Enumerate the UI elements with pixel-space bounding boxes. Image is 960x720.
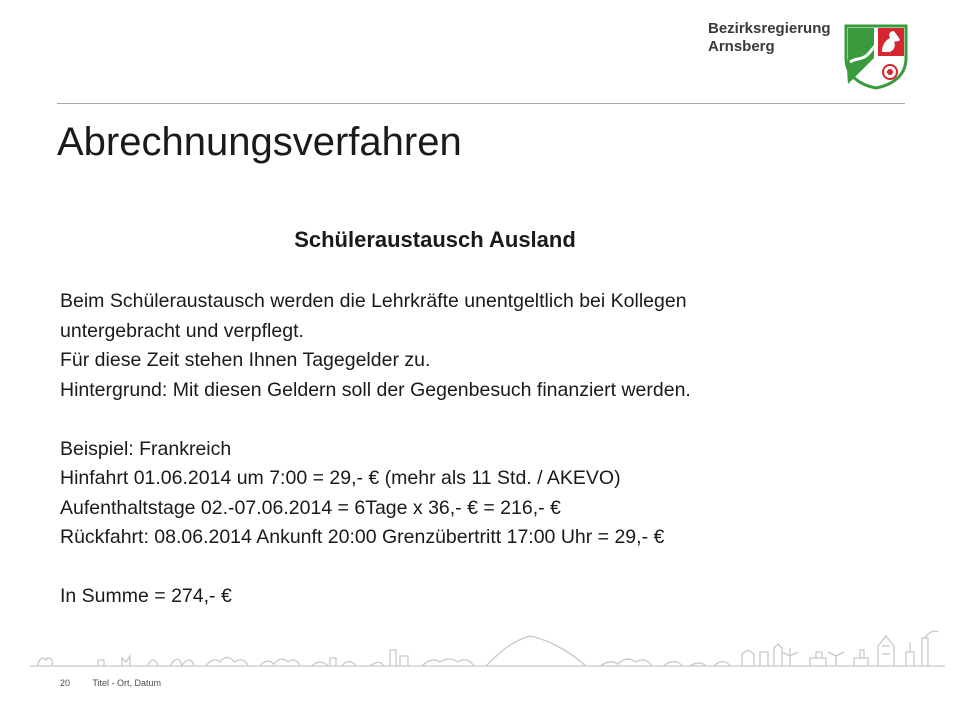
organization-name-line2: Arnsberg: [708, 38, 775, 55]
paragraph-line: Beim Schüleraustausch werden die Lehrkräfte unentgeltlich bei Kollegen: [60, 290, 687, 312]
paragraph-line: Hintergrund: Mit diesen Geldern soll der Gegenbesuch finanziert werden.: [60, 378, 691, 401]
example-line: Aufenthaltstage 02.-07.06.2014 = 6Tage x 36,- € = 216,- €: [60, 496, 561, 519]
sum-line: In Summe = 274,- €: [60, 585, 232, 607]
organization-name-line1: Bezirksregierung: [708, 20, 831, 37]
example-line: Hinfahrt 01.06.2014 um 7:00 = 29,- € (mehr als 11 Std. / AKEVO): [60, 467, 621, 489]
page-title: Abrechnungsverfahren: [57, 120, 462, 164]
nrw-coat-of-arms-icon: [842, 22, 910, 90]
footer-label: Titel - Ort, Datum: [92, 678, 162, 688]
organization-name: [708, 20, 831, 56]
slide-subtitle: Schüleraustausch Ausland: [294, 227, 576, 252]
example-line: Rückfahrt: 08.06.2014 Ankunft 20:00 Grenzübertritt 17:00 Uhr = 29,- €: [60, 526, 665, 548]
page-number: 20: [60, 678, 71, 688]
landscape-skyline-icon: [30, 622, 945, 674]
spacer: [60, 405, 920, 435]
paragraph-line: Für diese Zeit stehen Ihnen Tagegelder zu.: [60, 349, 431, 371]
slide-footer: [60, 677, 161, 689]
header-divider: [57, 103, 905, 104]
example-line: Beispiel: Frankreich: [60, 437, 232, 460]
slide-body: [60, 287, 920, 612]
spacer: [60, 553, 920, 583]
paragraph-line: untergebracht und verpflegt.: [60, 319, 304, 342]
